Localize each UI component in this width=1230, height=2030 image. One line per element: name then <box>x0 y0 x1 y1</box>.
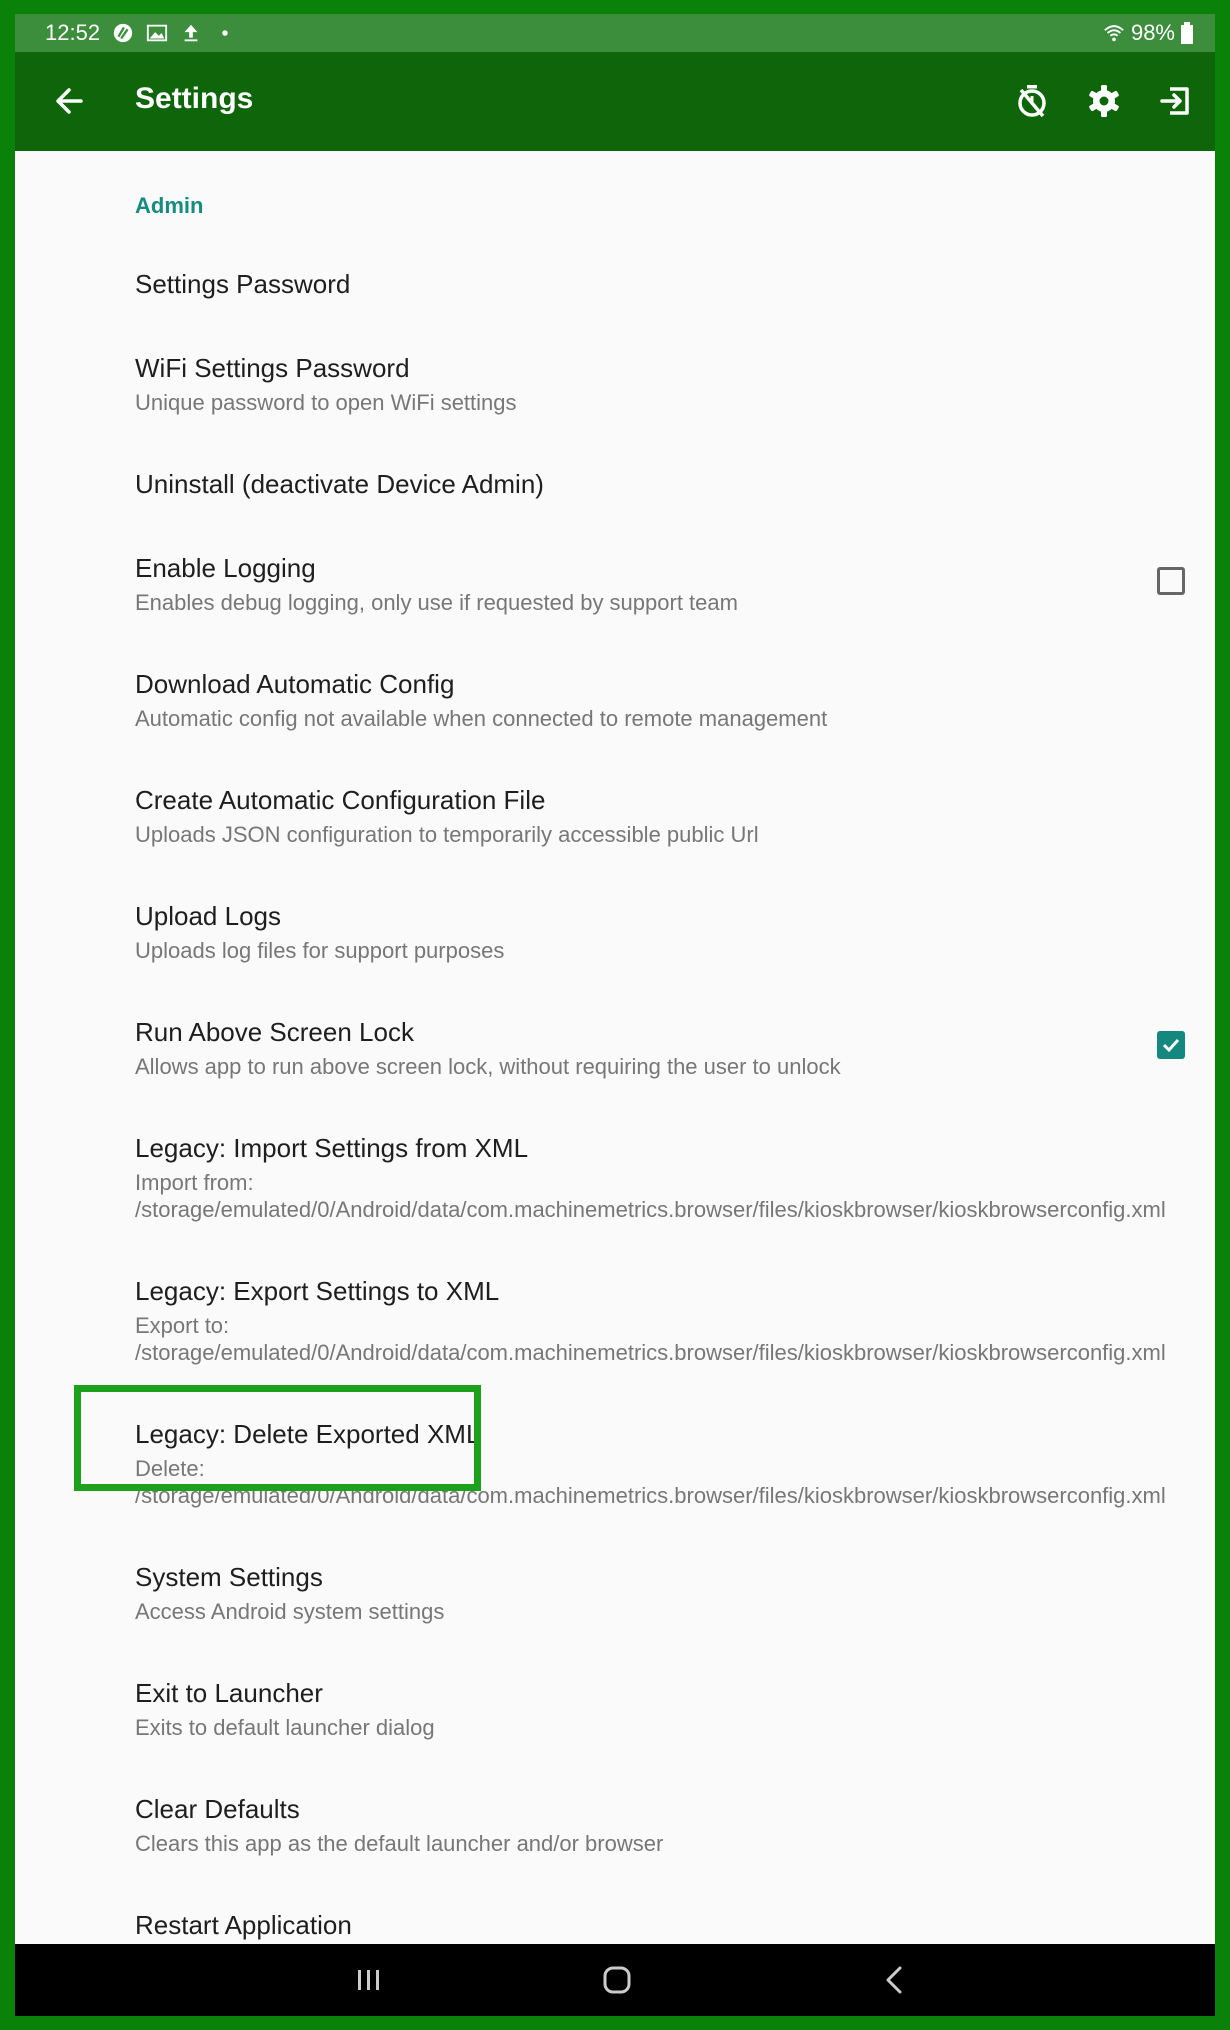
pref-title: Create Automatic Configuration File <box>135 785 546 815</box>
wifi-icon <box>1103 22 1125 44</box>
pref-title: Legacy: Import Settings from XML <box>135 1133 529 1163</box>
pref-title: Enable Logging <box>135 553 316 583</box>
navigation-bar <box>15 1944 1215 2016</box>
pref-title: Restart Application <box>135 1910 352 1940</box>
pref-title: System Settings <box>135 1562 323 1592</box>
page-title: Settings <box>135 82 254 115</box>
pref-title: Clear Defaults <box>135 1794 300 1824</box>
back-arrow-icon[interactable] <box>45 76 95 126</box>
back-icon[interactable] <box>875 1960 915 2000</box>
check-icon <box>1160 1034 1182 1056</box>
home-icon[interactable] <box>597 1960 637 2000</box>
pref-title: Exit to Launcher <box>135 1678 323 1708</box>
pref-title: Settings Password <box>135 269 351 299</box>
recents-icon[interactable] <box>349 1960 389 2000</box>
pref-summary: Exits to default launcher dialog <box>135 1715 435 1740</box>
pref-title: Run Above Screen Lock <box>135 1017 414 1047</box>
enable-logging-checkbox[interactable] <box>1157 567 1185 595</box>
gear-icon[interactable] <box>1079 76 1129 126</box>
run-above-screen-lock-checkbox[interactable] <box>1157 1031 1185 1059</box>
pref-summary: Access Android system settings <box>135 1599 445 1624</box>
status-bar <box>15 14 1215 52</box>
pref-summary: Export to: /storage/emulated/0/Android/data/com.machinemetrics.browser/files/kioskbrowser/kioskbrowserconfig.xml <box>135 1313 1166 1365</box>
pref-title: Uninstall (deactivate Device Admin) <box>135 469 544 499</box>
pref-summary: Allows app to run above screen lock, without requiring the user to unlock <box>135 1054 841 1079</box>
pref-title: WiFi Settings Password <box>135 353 410 383</box>
pref-summary: Enables debug logging, only use if requested by support team <box>135 590 738 615</box>
upload-icon <box>180 22 202 44</box>
pref-title: Upload Logs <box>135 901 281 931</box>
pref-summary: Delete: /storage/emulated/0/Android/data/com.machinemetrics.browser/files/kioskbrowser/kioskbrowserconfig.xml <box>135 1456 1166 1508</box>
battery-percent: 98% <box>1130 20 1175 45</box>
device-frame <box>15 14 1215 2016</box>
pref-title: Legacy: Export Settings to XML <box>135 1276 500 1306</box>
pref-summary: Clears this app as the default launcher and/or browser <box>135 1831 664 1856</box>
brand-icon <box>112 22 134 44</box>
pref-title: Legacy: Delete Exported XML <box>135 1419 481 1449</box>
exit-icon[interactable] <box>1151 76 1201 126</box>
status-time: 12:52 <box>45 20 101 45</box>
pref-summary: Import from: /storage/emulated/0/Android/data/com.machinemetrics.browser/files/kioskbrowser/kioskbrowserconfig.xml <box>135 1170 1166 1222</box>
pref-summary: Uploads JSON configuration to temporarily accessible public Url <box>135 822 759 847</box>
dot-icon <box>214 22 236 44</box>
pref-title: Download Automatic Config <box>135 669 455 699</box>
pref-summary: Uploads log files for support purposes <box>135 938 505 963</box>
pref-summary: Automatic config not available when connected to remote management <box>135 706 828 731</box>
app-bar <box>15 52 1215 151</box>
timer-off-icon[interactable] <box>1007 76 1057 126</box>
settings-list <box>15 151 1215 1957</box>
image-icon <box>146 22 168 44</box>
battery-icon <box>1181 22 1193 44</box>
pref-summary: Unique password to open WiFi settings <box>135 390 517 415</box>
section-title-admin: Admin <box>135 193 204 218</box>
